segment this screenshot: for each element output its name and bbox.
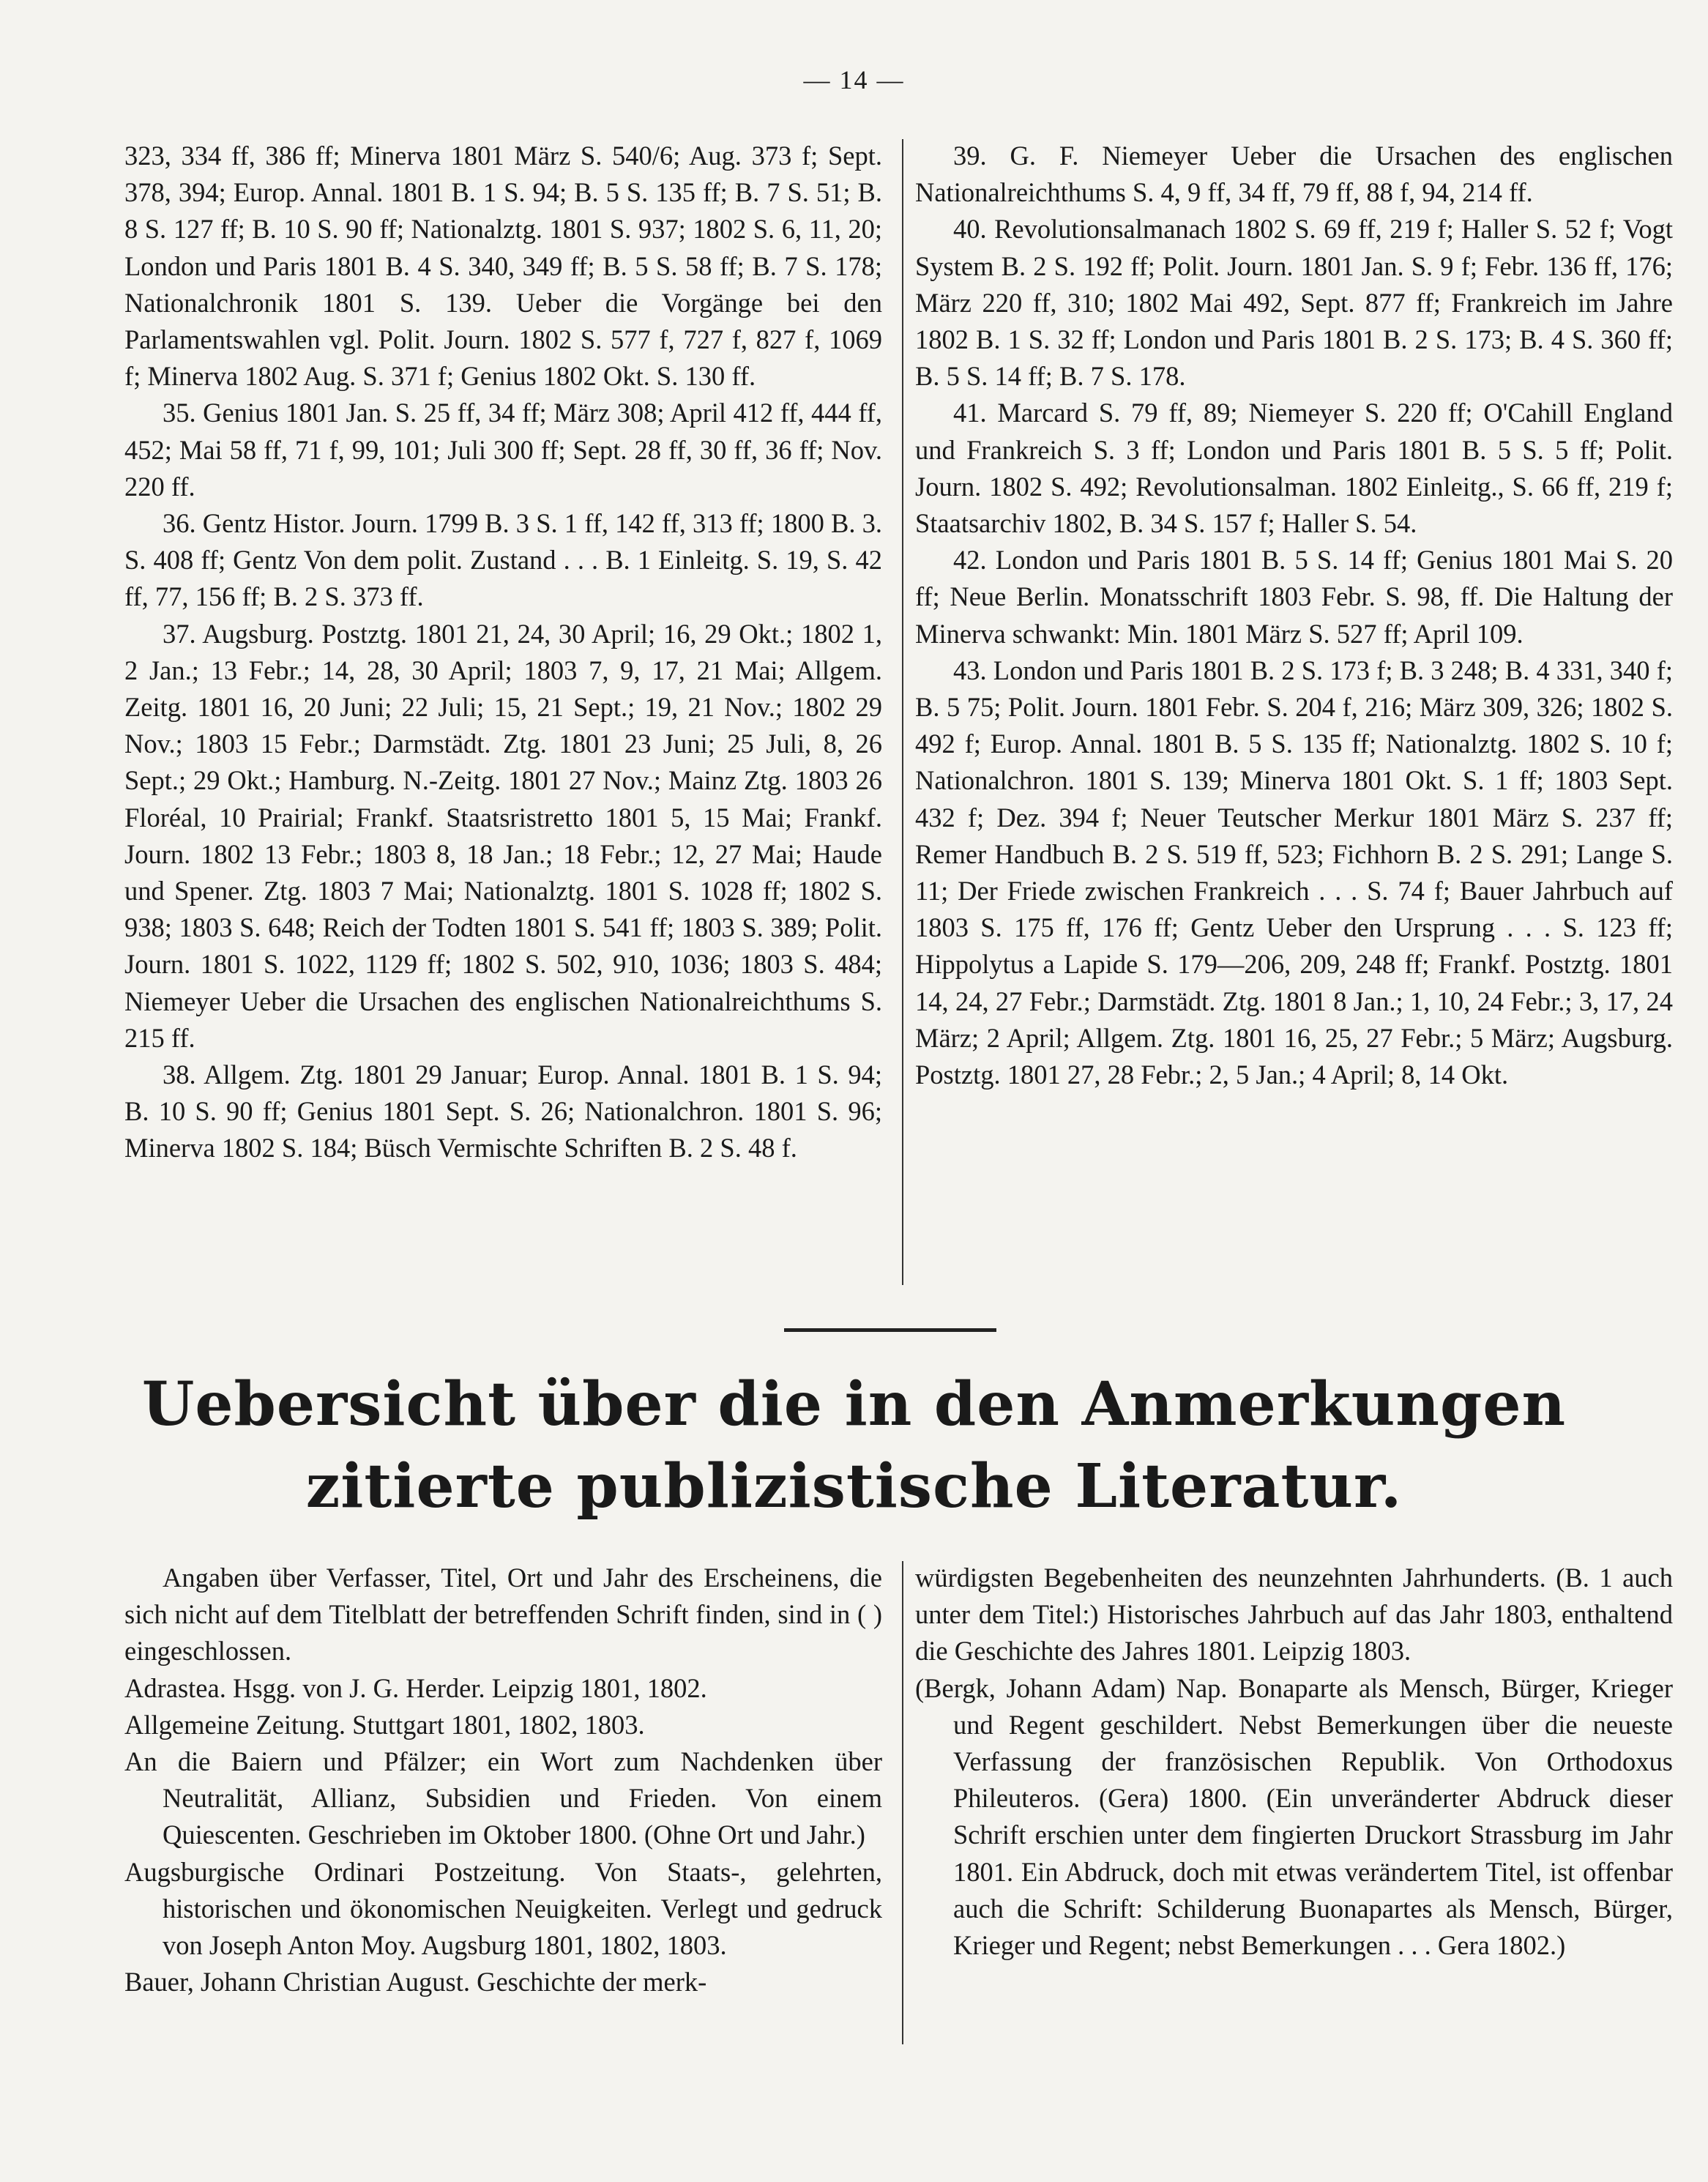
bibliography-entry: Adrastea. Hsgg. von J. G. Herder. Leipzig 1801, 1802. (124, 1672, 707, 1703)
bibliography-intro: Angaben über Verfasser, Titel, Ort und Jahr des Erscheinens, die sich nicht auf dem Titelblatt der betreffenden Schrift finden, sind in ( ) eingeschlossen. (124, 1563, 882, 1667)
notes-column-right (915, 138, 1673, 1093)
bibliography-entry-continued: würdigsten Begebenheiten des neunzehnten Jahrhunderts. (B. 1 auch unter dem Titel:) Historisches Jahrbuch auf das Jahr 1803, enthaltend die Geschichte des Jahres 1801. Leipzig 1803. (915, 1563, 1673, 1667)
heading-line-1: Uebersicht über die in den Anmerkungen (141, 1369, 1567, 1440)
column-divider (902, 139, 903, 1285)
note-35: 35. Genius 1801 Jan. S. 25 ff, 34 ff; März 308; April 412 ff, 444 ff, 452; Mai 58 ff, 71 f, 99, 101; Juli 300 ff; Sept. 28 ff, 30 ff, 36 ff; Nov. 220 ff. (124, 398, 882, 502)
bibliography-entry: (Bergk, Johann Adam) Nap. Bonaparte als Mensch, Bürger, Krieger und Regent geschildert. Nebst Bemerkungen über die neueste Verfassung der französischen Republik. Von Orthodoxus Phileuteros. (Gera) 1800. (Ein unveränderter Abdruck dieser Schrift erschien unter dem fingierten Druckort Strassburg im Jahr 1801. Ein Abdruck, doch mit etwas verändertem Titel, ist offenbar auch die Schrift: Schilderung Buonapartes als Mensch, Bürger, Krieger und Regent; nebst Bemerkungen . . . Gera 1802.) (915, 1672, 1673, 1961)
page-number: — 14 — (803, 65, 905, 94)
bibliography-entry: Allgemeine Zeitung. Stuttgart 1801, 1802, 1803. (124, 1709, 645, 1740)
bibliography-column-right (915, 1560, 1673, 1964)
note-36: 36. Gentz Histor. Journ. 1799 B. 3 S. 1 ff, 142 ff, 313 ff; 1800 B. 3. S. 408 ff; Gentz Von dem polit. Zustand . . . B. 1 Einleitg. S. 19, S. 42 ff, 77, 156 ff; B. 2 S. 373 ff. (124, 508, 882, 612)
bibliography-entry: Augsburgische Ordinari Postzeitung. Von Staats-, gelehrten, historischen und ökonomischen Neuigkeiten. Verlegt und gedruck von Joseph Anton Moy. Augsburg 1801, 1802, 1803. (124, 1856, 882, 1961)
bibliography-entry: An die Baiern und Pfälzer; ein Wort zum Nachdenken über Neutralität, Allianz, Subsidien und Frieden. Von einem Quiescenten. Geschrieben im Oktober 1800. (Ohne Ort und Jahr.) (124, 1746, 882, 1850)
section-divider (784, 1328, 996, 1332)
column-divider (902, 1561, 903, 2044)
note-38: 38. Allgem. Ztg. 1801 29 Januar; Europ. Annal. 1801 B. 1 S. 94; B. 10 S. 90 ff; Genius 1801 Sept. S. 26; Nationalchron. 1801 S. 96; Minerva 1802 S. 184; Büsch Vermischte Schriften B. 2 S. 48 f. (124, 1060, 882, 1163)
heading-line-2: zitierte publizistische Literatur. (305, 1451, 1403, 1522)
note-39: 39. G. F. Niemeyer Ueber die Ursachen des englischen Nationalreichthums S. 4, 9 ff, 34 ff, 79 ff, 88 f, 94, 214 ff. (915, 141, 1673, 208)
notes-column-left (124, 138, 882, 1167)
bibliography-column-left (124, 1560, 882, 2000)
bibliography-entry: Bauer, Johann Christian August. Geschichte der merk- (124, 1967, 707, 1997)
note-42: 42. London und Paris 1801 B. 5 S. 14 ff; Genius 1801 Mai S. 20 ff; Neue Berlin. Monatsschrift 1803 Febr. S. 98, ff. Die Haltung der Minerva schwankt: Min. 1801 März S. 527 ff; April 109. (915, 545, 1673, 649)
note-37: 37. Augsburg. Postztg. 1801 21, 24, 30 April; 16, 29 Okt.; 1802 1, 2 Jan.; 13 Febr.; 14, 28, 30 April; 1803 7, 9, 17, 21 Mai; Allgem. Zeitg. 1801 16, 20 Juni; 22 Juli; 15, 21 Sept.; 19, 21 Nov.; 1802 29 Nov.; 1803 15 Febr.; Darmstädt. Ztg. 1801 23 Juni; 25 Juli, 8, 26 Sept.; 29 Okt.; Hamburg. N.-Zeitg. 1801 27 Nov.; Mainz Ztg. 1803 26 Floréal, 10 Prairial; Frankf. Staatsristretto 1801 5, 15 Mai; Frankf. Journ. 1802 13 Febr.; 1803 8, 18 Jan.; 18 Febr.; 12, 27 Mai; Haude und Spener. Ztg. 1803 7 Mai; Nationalztg. 1801 S. 1028 ff; 1802 S. 938; 1803 S. 648; Reich der Todten 1801 S. 541 ff; 1803 S. 389; Polit. Journ. 1801 S. 1022, 1129 ff; 1802 S. 502, 910, 1036; 1803 S. 484; Niemeyer Ueber die Ursachen des englischen Nationalreichthums S. 215 ff. (124, 618, 882, 1053)
section-heading (73, 1363, 1635, 1527)
note-43: 43. London und Paris 1801 B. 2 S. 173 f; B. 3 248; B. 4 331, 340 f; B. 5 75; Polit. Journ. 1801 Febr. S. 204 f, 216; März 309, 326; 1802 S. 492 f; Europ. Annal. 1801 B. 5 S. 135 ff; Nationalztg. 1802 S. 10 f; Nationalchron. 1801 S. 139; Minerva 1801 Okt. S. 1 ff; 1803 Sept. 432 f; Dez. 394 f; Neuer Teutscher Merkur 1801 März S. 237 ff; Remer Handbuch B. 2 S. 519 ff, 523; Fichhorn B. 2 S. 291; Lange S. 11; Der Friede zwischen Frankreich . . . S. 74 f; Bauer Jahrbuch auf 1803 S. 175 ff, 176 ff; Gentz Ueber den Ursprung . . . S. 123 ff; Hippolytus a Lapide S. 179—206, 209, 248 ff; Frankf. Postztg. 1801 14, 24, 27 Febr.; Darmstädt. Ztg. 1801 8 Jan.; 1, 10, 24 Febr.; 3, 17, 24 März; 2 April; Allgem. Ztg. 1801 16, 25, 27 Febr.; 5 März; Augsburg. Postztg. 1801 27, 28 Febr.; 2, 5 Jan.; 4 April; 8, 14 Okt. (915, 655, 1673, 1090)
note-40: 40. Revolutionsalmanach 1802 S. 69 ff, 219 f; Haller S. 52 f; Vogt System B. 2 S. 192 ff; Polit. Journ. 1801 Jan. S. 9 f; Febr. 136 ff, 176; März 220 ff, 310; 1802 Mai 492, Sept. 877 ff; Frankreich im Jahre 1802 B. 1 S. 32 ff; London und Paris 1801 B. 2 S. 173; B. 4 S. 360 ff; B. 5 S. 14 ff; B. 7 S. 178. (915, 214, 1673, 392)
note-paragraph: 323, 334 ff, 386 ff; Minerva 1801 März S. 540/6; Aug. 373 f; Sept. 378, 394; Europ. Annal. 1801 B. 1 S. 94; B. 5 S. 135 ff; B. 7 S. 51; B. 8 S. 127 ff; B. 10 S. 90 ff; Nationalztg. 1801 S. 937; 1802 S. 6, 11, 20; London und Paris 1801 B. 4 S. 340, 349 ff; B. 5 S. 58 ff; B. 7 S. 178; Nationalchronik 1801 S. 139. Ueber die Vorgänge bei den Parlamentswahlen vgl. Polit. Journ. 1802 S. 577 f, 727 f, 827 f, 1069 f; Minerva 1802 Aug. S. 371 f; Genius 1802 Okt. S. 130 ff. (124, 141, 882, 392)
note-41: 41. Marcard S. 79 ff, 89; Niemeyer S. 220 ff; O'Cahill England und Frankreich S. 3 ff; London und Paris 1801 B. 5 S. 5 ff; Polit. Journ. 1802 S. 492; Revolutionsalman. 1802 Einleitg., S. 66 ff, 219 f; Staatsarchiv 1802, B. 34 S. 157 f; Haller S. 54. (915, 398, 1673, 539)
